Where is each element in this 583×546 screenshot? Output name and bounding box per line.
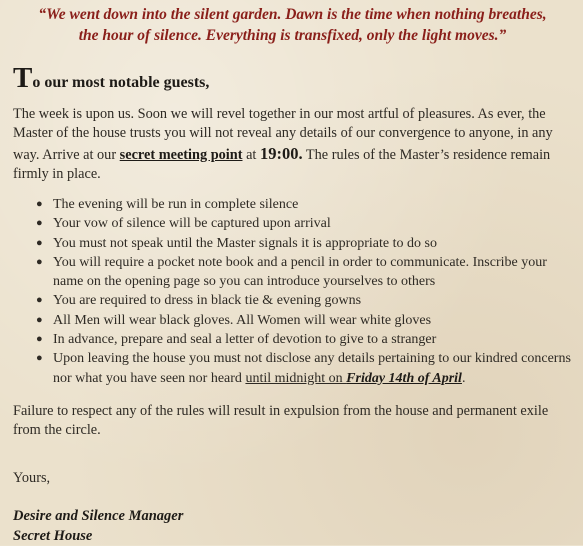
rules-list <box>36 195 576 388</box>
rule-item-last <box>36 349 576 388</box>
signature <box>13 507 183 546</box>
closing-text: Yours, <box>13 469 579 488</box>
bullet-icon: ● <box>36 311 43 330</box>
deadline-text: until midnight on <box>245 371 346 386</box>
rule-item <box>36 291 576 310</box>
rule-item <box>36 253 576 292</box>
rule-text: You must not speak until the Master signals it is appropriate to do so <box>53 236 437 251</box>
bullet-icon: ● <box>36 234 43 253</box>
rule-text: The evening will be run in complete silence <box>53 197 298 212</box>
rule-item <box>36 214 576 233</box>
signature-line-1: Desire and Silence Manager <box>13 507 183 527</box>
drop-cap: T <box>13 62 32 94</box>
deadline-date: Friday 14th of April <box>346 371 462 386</box>
greeting <box>13 64 209 93</box>
intro-text-2: at <box>243 147 260 163</box>
rule-text: All Men will wear black gloves. All Women will wear white gloves <box>53 313 431 328</box>
epigraph-quote <box>10 4 575 46</box>
rule-text: Your vow of silence will be captured upon arrival <box>53 216 331 231</box>
meeting-point-link[interactable]: secret meeting point <box>120 147 243 163</box>
rule-item <box>36 195 576 214</box>
rule-text: Upon leaving the house you must not disclose any details pertaining to our kindred concerns nor what you have seen nor heard <box>53 351 571 385</box>
bullet-icon: ● <box>36 330 43 349</box>
signature-line-2: Secret House <box>13 527 183 546</box>
bullet-icon: ● <box>36 291 43 310</box>
rule-text: You will require a pocket note book and a pencil in order to communicate. Inscribe your name on the opening page so you can introduce yourselves to others <box>53 255 547 289</box>
bullet-icon: ● <box>36 253 43 272</box>
rule-item <box>36 330 576 349</box>
rule-text: You are required to dress in black tie & evening gowns <box>53 293 361 308</box>
quote-line-1: “We went down into the silent garden. Dawn is the time when nothing breathes, <box>10 4 575 25</box>
quote-line-2: the hour of silence. Everything is transfixed, only the light moves.” <box>10 25 575 46</box>
intro-text-1: The week is upon us. Soon we will revel together in our most artful of pleasures. As ever, the Master of the house trusts you will not reveal any details of our convergence to anyone, in any way. Arrive at our <box>13 106 553 163</box>
bullet-icon: ● <box>36 195 43 214</box>
rule-item <box>36 311 576 330</box>
meeting-time: 19:00. <box>260 144 303 163</box>
rule-end: . <box>462 371 466 386</box>
bullet-icon: ● <box>36 349 43 368</box>
warning-paragraph: Failure to respect any of the rules will result in expulsion from the house and permanent exile from the circle. <box>13 402 579 441</box>
intro-paragraph <box>13 105 579 184</box>
intro-text-3: The rules of the Master’s residence remain firmly in place. <box>13 147 550 182</box>
greeting-text: o our most notable guests, <box>32 74 209 91</box>
rule-item <box>36 234 576 253</box>
rule-text: In advance, prepare and seal a letter of devotion to give to a stranger <box>53 332 436 347</box>
bullet-icon: ● <box>36 214 43 233</box>
